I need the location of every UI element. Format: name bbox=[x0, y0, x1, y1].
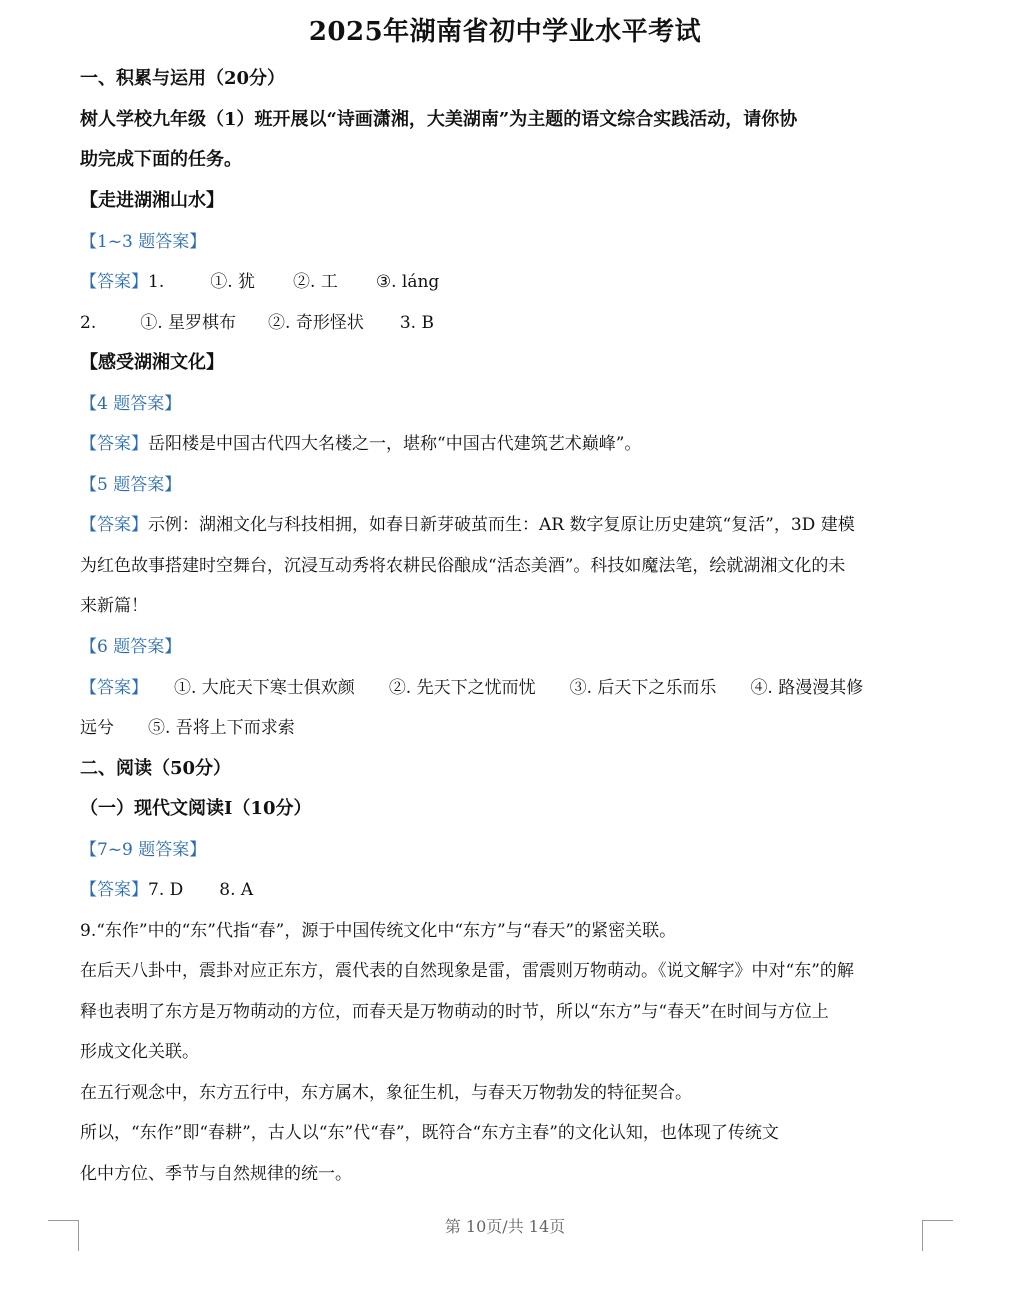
answer-label: 【答案】 bbox=[80, 880, 148, 900]
answer-row-q6 bbox=[80, 676, 930, 700]
q6-answer-e: ⑤. 吾将上下而求索 bbox=[148, 718, 295, 738]
section-heading-1: 一、积累与运用（20分） bbox=[80, 68, 286, 89]
answer-row-q1 bbox=[80, 270, 930, 294]
page-title: 2025年湖南省初中学业水平考试 bbox=[308, 17, 702, 47]
q5-answer-line-1: 示例：湖湘文化与科技相拥，如春日新芽破茧而生：AR 数字复原让历史建筑“复活”，3D 建模 bbox=[148, 515, 855, 535]
q2-answer-b: ②. 奇形怪状 bbox=[268, 313, 364, 333]
answer-row-q2-q3 bbox=[80, 311, 930, 335]
task-heading-2: 【感受湖湘文化】 bbox=[80, 352, 224, 373]
answer-label: 【答案】 bbox=[80, 515, 148, 535]
sub-heading-reading-1: （一）现代文阅读Ⅰ（10分） bbox=[80, 798, 312, 819]
q6-answer-d: ④. 路漫漫其修 bbox=[750, 678, 864, 698]
page-number-footer: 第 10页/共 14页 bbox=[444, 1217, 566, 1236]
q1-answer-a: ①. 犹 bbox=[210, 272, 256, 292]
q9-paragraph-2-line-1: 在五行观念中，东方五行中，东方属木，象征生机，与春天万物勃发的特征契合。 bbox=[80, 1083, 692, 1103]
q6-answer-d-cont: 远兮 bbox=[80, 718, 114, 738]
q1-answer-c: ③. láng bbox=[375, 272, 440, 292]
answer-row-q7-q8 bbox=[80, 878, 930, 902]
task-heading-1: 【走进湖湘山水】 bbox=[80, 190, 224, 211]
answer-row-q4 bbox=[80, 432, 930, 456]
answer-row-q6-cont bbox=[80, 716, 930, 740]
intro-line-1: 树人学校九年级（1）班开展以“诗画潇湘，大美湖南”为主题的语文综合实践活动，请你协 bbox=[80, 109, 798, 130]
answer-tag-q7-9: 【7~9 题答案】 bbox=[80, 840, 207, 860]
answer-row-q5 bbox=[80, 513, 930, 537]
answer-tag-q5: 【5 题答案】 bbox=[80, 475, 182, 495]
q8-answer: 8. A bbox=[219, 880, 254, 900]
q9-answer-line-1: 9.“东作”中的“东”代指“春”，源于中国传统文化中“东方”与“春天”的紧密关联。 bbox=[80, 921, 677, 941]
q5-answer-line-2: 为红色故事搭建时空舞台，沉浸互动秀将农耕民俗酿成“活态美酒”。科技如魔法笔，绘就湖湘文化的未 bbox=[80, 556, 846, 576]
q6-answer-a: ①. 大庇天下寒士俱欢颜 bbox=[174, 678, 355, 698]
answer-tag-q6: 【6 题答案】 bbox=[80, 637, 182, 657]
q6-answer-b: ②. 先天下之忧而忧 bbox=[388, 678, 536, 698]
answer-label: 【答案】 bbox=[80, 272, 148, 292]
answer-label: 【答案】 bbox=[80, 434, 148, 454]
q5-answer-line-3: 来新篇！ bbox=[80, 596, 148, 616]
answer-tag-q4: 【4 题答案】 bbox=[80, 394, 182, 414]
q3-answer: 3. B bbox=[399, 313, 434, 333]
answer-label: 【答案】 bbox=[80, 678, 148, 698]
q9-paragraph-3-line-1: 所以，“东作”即“春耕”，古人以“东”代“春”，既符合“东方主春”的文化认知，也体现了传统文 bbox=[80, 1123, 779, 1143]
q1-number: 1. bbox=[148, 272, 165, 292]
q6-answer-c: ③. 后天下之乐而乐 bbox=[569, 678, 717, 698]
q1-answer-b: ②. 工 bbox=[293, 272, 338, 292]
q2-number: 2. bbox=[80, 313, 97, 333]
answer-tag-q1-3: 【1~3 题答案】 bbox=[80, 232, 207, 252]
q9-paragraph-3-line-2: 化中方位、季节与自然规律的统一。 bbox=[80, 1164, 352, 1184]
q9-paragraph-1-line-3: 形成文化关联。 bbox=[80, 1042, 199, 1062]
section-heading-2: 二、阅读（50分） bbox=[80, 758, 232, 779]
q9-paragraph-1-line-2: 释也表明了东方是万物萌动的方位，而春天是万物萌动的时节，所以“东方”与“春天”在时间与方位上 bbox=[80, 1002, 829, 1022]
q2-answer-a: ①. 星罗棋布 bbox=[140, 313, 237, 333]
q4-answer: 岳阳楼是中国古代四大名楼之一，堪称“中国古代建筑艺术巅峰”。 bbox=[148, 434, 642, 454]
q7-answer: 7. D bbox=[148, 880, 184, 900]
intro-line-2: 助完成下面的任务。 bbox=[80, 149, 242, 170]
q9-paragraph-1-line-1: 在后天八卦中，震卦对应正东方，震代表的自然现象是雷，雷震则万物萌动。《说文解字》中对“东”的解 bbox=[80, 961, 854, 981]
